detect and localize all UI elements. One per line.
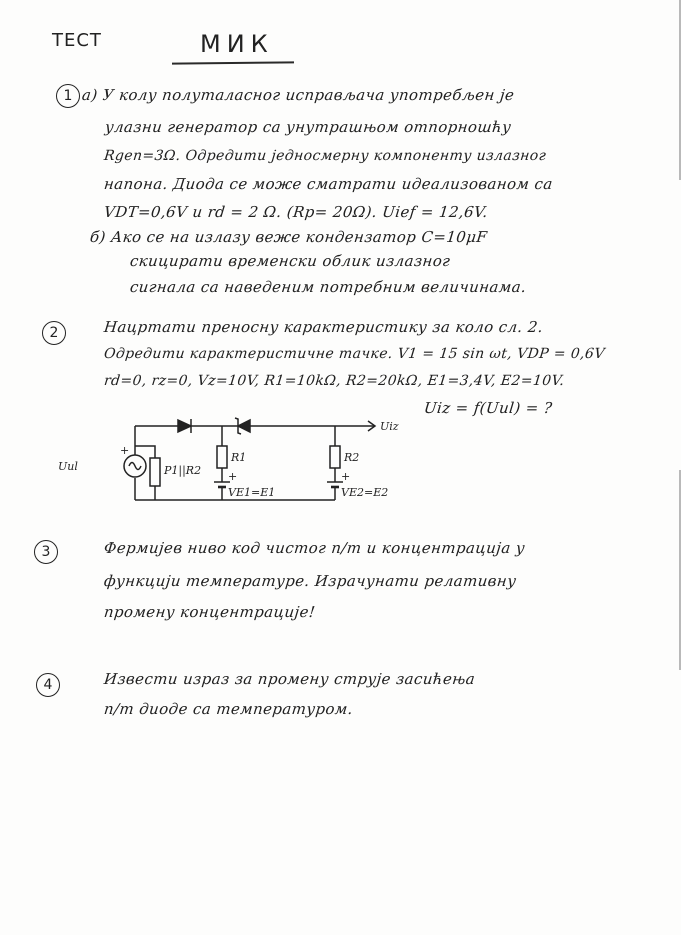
- diode-icon: [178, 420, 191, 432]
- sine-icon: [129, 463, 141, 470]
- page-title: МИК: [200, 30, 274, 58]
- uul-label: Uul: [58, 460, 78, 473]
- task-3-number: 3: [34, 540, 58, 564]
- r1-label: R1: [231, 451, 247, 464]
- uiz-label: Uiz: [380, 420, 399, 433]
- task-1-line: Rgen=3Ω. Одредити једносмерну компоненту излазног: [103, 148, 547, 164]
- task-2-line: Uiz = f(Uul) = ?: [423, 399, 554, 417]
- task-3-line: промену концентрације!: [103, 603, 317, 621]
- title-underline: [172, 61, 294, 64]
- task-1-number: 1: [56, 84, 80, 108]
- task-3-line: Фермијев ниво код чистог п/т и концентрација у: [103, 539, 526, 557]
- task-1-line: б) Ако се на излазу веже кондензатор C=10μF: [89, 228, 489, 246]
- task-2-line: Одредити карактеристичне тачке. V1 = 15 sin ωt, VDP = 0,6V: [103, 346, 606, 362]
- task-4-number: 4: [36, 673, 60, 697]
- resistor-p-icon: [150, 458, 160, 486]
- resistor-r2-icon: [330, 446, 340, 468]
- task-4-line: п/т диоде са температуром.: [103, 700, 354, 718]
- plus-label: +: [228, 470, 238, 483]
- wire: [135, 446, 155, 458]
- test-label: ТЕСТ: [52, 30, 102, 51]
- task-4-line: Извести израз за промену струје засићења: [103, 670, 477, 688]
- task-1-line: скицирати временски облик излазног: [129, 252, 452, 270]
- task-1-line: VDT=0,6V и rd = 2 Ω. (Rp= 20Ω). Uief = 12,6V.: [103, 203, 489, 221]
- task-1-line: а) У колу полуталасног исправљача употребљен је: [81, 86, 516, 104]
- task-2-line: rd=0, rz=0, Vz=10V, R1=10kΩ, R2=20kΩ, E1=3,4V, E2=10V.: [103, 373, 566, 389]
- r2-label: R2: [344, 451, 360, 464]
- p1-r2-label: P1||R2: [164, 464, 202, 477]
- task-1-line: сигнала са наведеним потребним величинама.: [129, 278, 528, 296]
- plus-label: +: [120, 444, 130, 457]
- ve1-label: VE1=E1: [228, 486, 276, 499]
- task-2-line: Нацртати преносну карактеристику за коло сл. 2.: [103, 318, 544, 336]
- task-1-line: улазни генератор са унутрашњом отпорношћу: [104, 118, 513, 136]
- task-1-line: напона. Диода се може сматрати идеализованом са: [103, 175, 554, 193]
- plus-label: +: [341, 470, 351, 483]
- task-2-number: 2: [42, 321, 66, 345]
- resistor-r1-icon: [217, 446, 227, 468]
- circuit-diagram: [50, 408, 610, 518]
- zener-diode-icon: [238, 420, 250, 432]
- task-3-line: функцији температуре. Израчунати релативну: [103, 572, 518, 590]
- ve2-label: VE2=E2: [341, 486, 389, 499]
